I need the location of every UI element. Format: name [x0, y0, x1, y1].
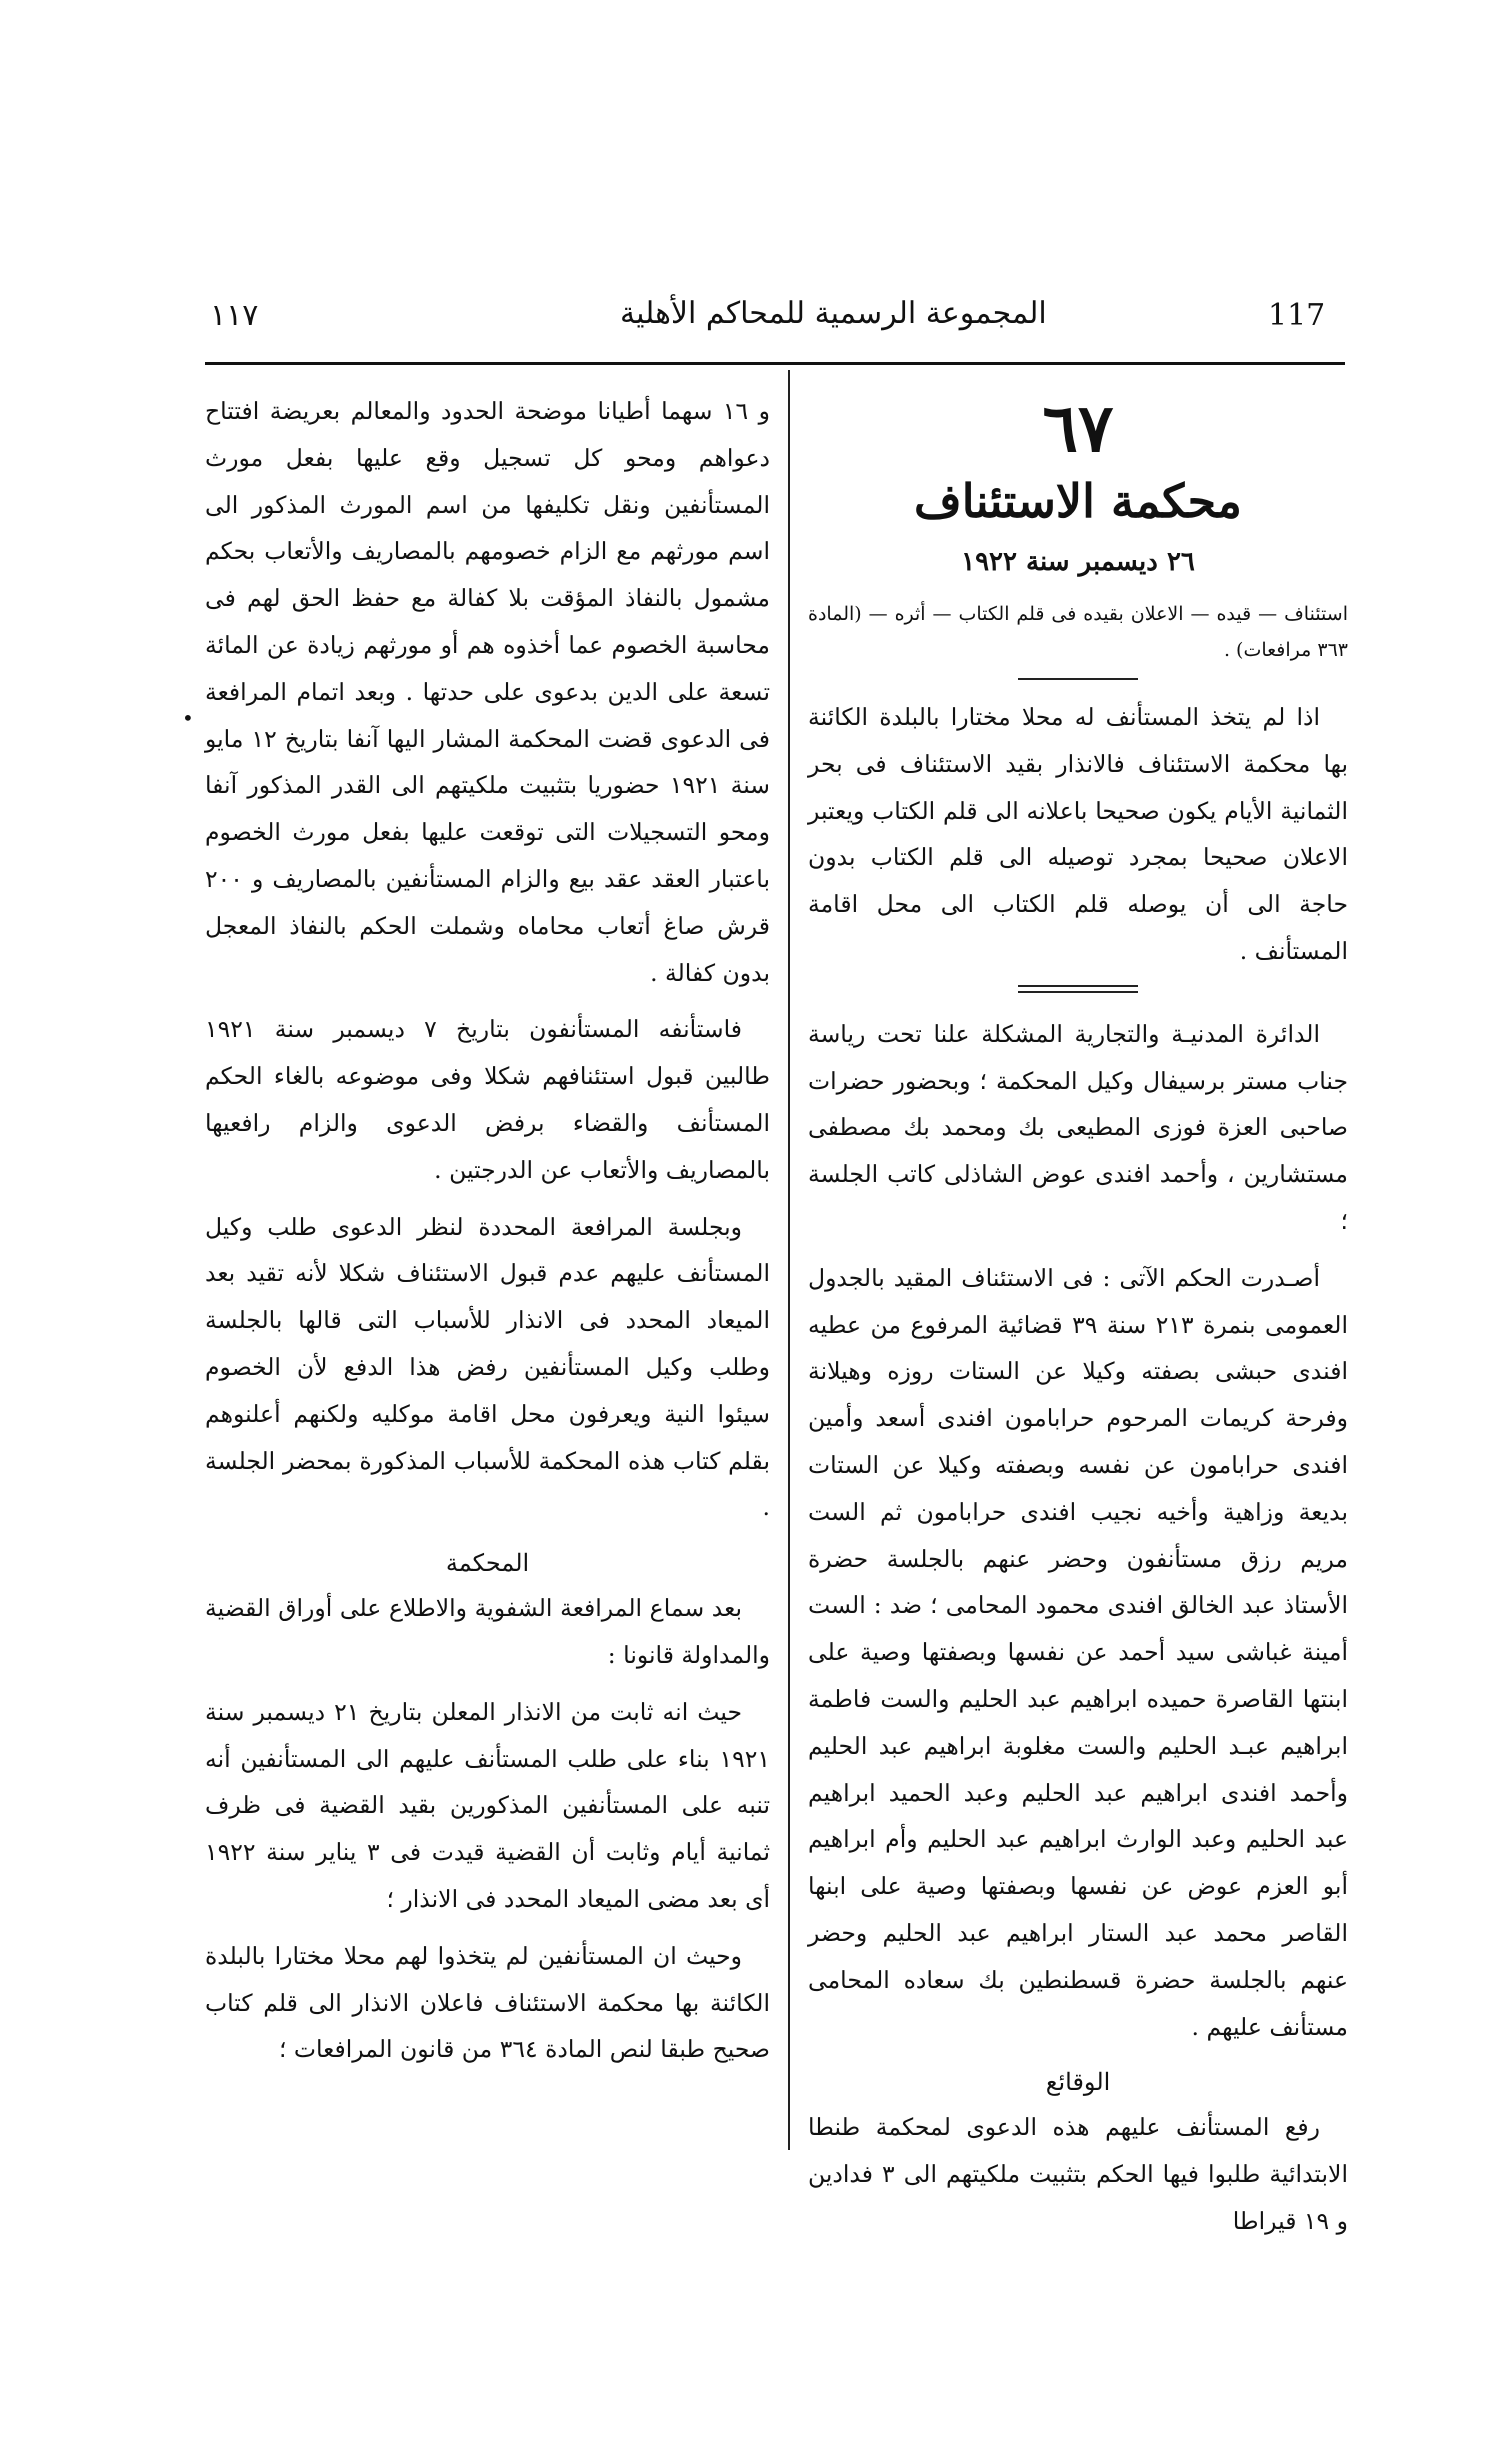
page-number-latin: 117	[1268, 298, 1326, 333]
double-separator-rule	[1018, 985, 1138, 993]
paragraph: فاستأنفه المستأنفون بتاريخ ٧ ديسمبر سنة ١٩٢١ طالبين قبول استئنافهم شكلا وفى موضوعه بالغاء الحكم المستأنف والقضاء برفض الدعوى والزام رافعيها بالمصاريف والأتعاب عن الدرجتين .	[205, 1015, 770, 1184]
journal-title: المجموعة الرسمية للمحاكم الأهلية	[620, 296, 1047, 331]
paragraph: الدائرة المدنيـة والتجارية المشكلة علنا تحت رياسة جناب مستر برسيفال وكيل المحكمة ؛ وبحضور حضرات صاحبى العزة فوزى المطيعى بك ومحمد بك مصطفى مستشارين ، وأحمد افندى عوض الشاذلى كاتب الجلسة ؛	[808, 1019, 1348, 1235]
separator-rule	[1018, 678, 1138, 680]
margin-mark: •	[182, 706, 194, 730]
facts-heading: الوقائع	[1045, 2068, 1111, 2097]
paragraph: وحيث ان المستأنفين لم يتخذوا لهم محلا مختارا بالبلدة الكائنة بها محكمة الاستئناف فاعلان الانذار الى قلم كتاب صحيح طبقا لنص المادة ٣٦٤ من قانون المرافعات ؛	[205, 1941, 770, 2064]
paragraph: رفع المستأنف عليهم هذه الدعوى لمحكمة طنطا الابتدائية طلبوا فيها الحكم بتثبيت ملكيتهم الى ٣ فدادين و ١٩ قيراطا	[808, 2113, 1348, 2235]
column-divider	[788, 370, 790, 2150]
judgment-date: ٢٦ ديسمبر سنة ١٩٢٢	[961, 547, 1195, 577]
paragraph: بعد سماع المرافعة الشفوية والاطلاع على أوراق القضية والمداولة قانونا :	[205, 1594, 770, 1669]
paragraph: أصـدرت الحكم الآتى : فى الاستئناف المقيد بالجدول العمومى بنمرة ٢١٣ سنة ٣٩ قضائية المرفوع من عطيه افندى حبشى بصفته وكيلا عن الستات روزه وهيلانة وفرحة كريمات المرحوم حرابامون افندى أسعد وأمين افندى حرابامون عن نفسه وبصفته وكيلا عن الستات بديعة وزاهية وأخيه نجيب افندى حرابامون ثم الست مريم رزق مستأنفون وحضر عنهم بالجلسة حضرة الأستاذ عبد الخالق افندى محمود المحامى ؛ ضد : الست أمينة غباشى سيد أحمد عن نفسها وبصفتها وصية على ابنتها القاصرة حميده ابراهيم عبد الحليم والست فاطمة ابراهيم عبـد الحليم والست مغلوبة ابراهيم عبد الحليم وأحمد افندى ابراهيم عبد الحليم وعبد الحميد ابراهيم عبد الحليم وعبد الوارث ابراهيم عبد الحليم وأم ابراهيم أبو العزم عوض عن نفسها وبصفتها وصية على ابنها القاصر محمد عبد الستار ابراهيم عبد الحليم وحضر عنهم بالجلسة حضرة قسطنطين بك سعاده المحامى مستأنف عليهم .	[808, 1263, 1348, 2041]
court-heading: المحكمة	[445, 1549, 530, 1578]
case-summary: اذا لم يتخذ المستأنف له محلا مختارا بالبلدة الكائنة بها محكمة الاستئناف فالانذار بقيد الاستئناف فى بحر الثمانية الأيام يكون صحيحا باعلانه الى قلم الكتاب ويعتبر الاعلان صحيحا بمجرد توصيله الى قلم الكتاب بدون حاجة الى أن يوصله قلم الكتاب الى محل اقامة المستأنف .	[808, 703, 1348, 965]
court-name: محكمة الاستئناف	[914, 474, 1242, 528]
page-number-arabic: ١١٧	[210, 298, 259, 333]
case-number: ٦٧	[1042, 389, 1114, 467]
keywords: استئناف — قيده — الاعلان بقيده فى قلم الكتاب — أثره — (المادة ٣٦٣ مرافعات) .	[808, 603, 1348, 661]
page-header	[0, 292, 1496, 342]
paragraph: حيث انه ثابت من الانذار المعلن بتاريخ ٢١ ديسمبر سنة ١٩٢١ بناء على طلب المستأنف عليهم الى المستأنفين أنه تنبه على المستأنفين المذكورين بقيد القضية فى ظرف ثمانية أيام وثابت أن القضية قيدت فى ٣ يناير سنة ١٩٢٢ أى بعد مضى الميعاد المحدد فى الانذار ؛	[205, 1697, 770, 1913]
header-rule	[205, 362, 1345, 365]
paragraph: وبجلسة المرافعة المحددة لنظر الدعوى طلب وكيل المستأنف عليهم عدم قبول الاستئناف شكلا لأنه تقيد بعد الميعاد المحدد فى الانذار للأسباب التى قالها بالجلسة وطلب وكيل المستأنفين رفض هذا الدفع لأن الخصوم سيئوا النية ويعرفون محل اقامة موكليه ولكنهم أعلنوهم بقلم كتاب هذه المحكمة للأسباب المذكورة بمحضر الجلسة .	[205, 1212, 770, 1522]
paragraph: و ١٦ سهما أطيانا موضحة الحدود والمعالم بعريضة افتتاح دعواهم ومحو كل تسجيل وقع عليها بفعل مورث المستأنفين ونقل تكليفها من اسم المورث المذكور الى اسم مورثهم مع الزام خصومهم بالمصاريف والأتعاب بحكم مشمول بالنفاذ المؤقت بلا كفالة مع حفظ الحق لهم فى محاسبة الخصوم عما أخذوه هم أو مورثهم زيادة عن المائة تسعة على الدين بدعوى على حدتها . وبعد اتمام المرافعة فى الدعوى قضت المحكمة المشار اليها آنفا بتاريخ ١٢ مايو سنة ١٩٢١ حضوريا بتثبيت ملكيتهم الى القدر المذكور آنفا ومحو التسجيلات التى توقعت عليها بفعل مورث الخصوم باعتبار العقد عقد بيع والزام المستأنفين بالمصاريف و ٢٠٠ قرش صاغ أتعاب محاماه وشملت الحكم بالنفاذ المعجل بدون كفالة .	[205, 397, 770, 987]
right-column	[808, 388, 1348, 2255]
left-column	[205, 388, 770, 2083]
